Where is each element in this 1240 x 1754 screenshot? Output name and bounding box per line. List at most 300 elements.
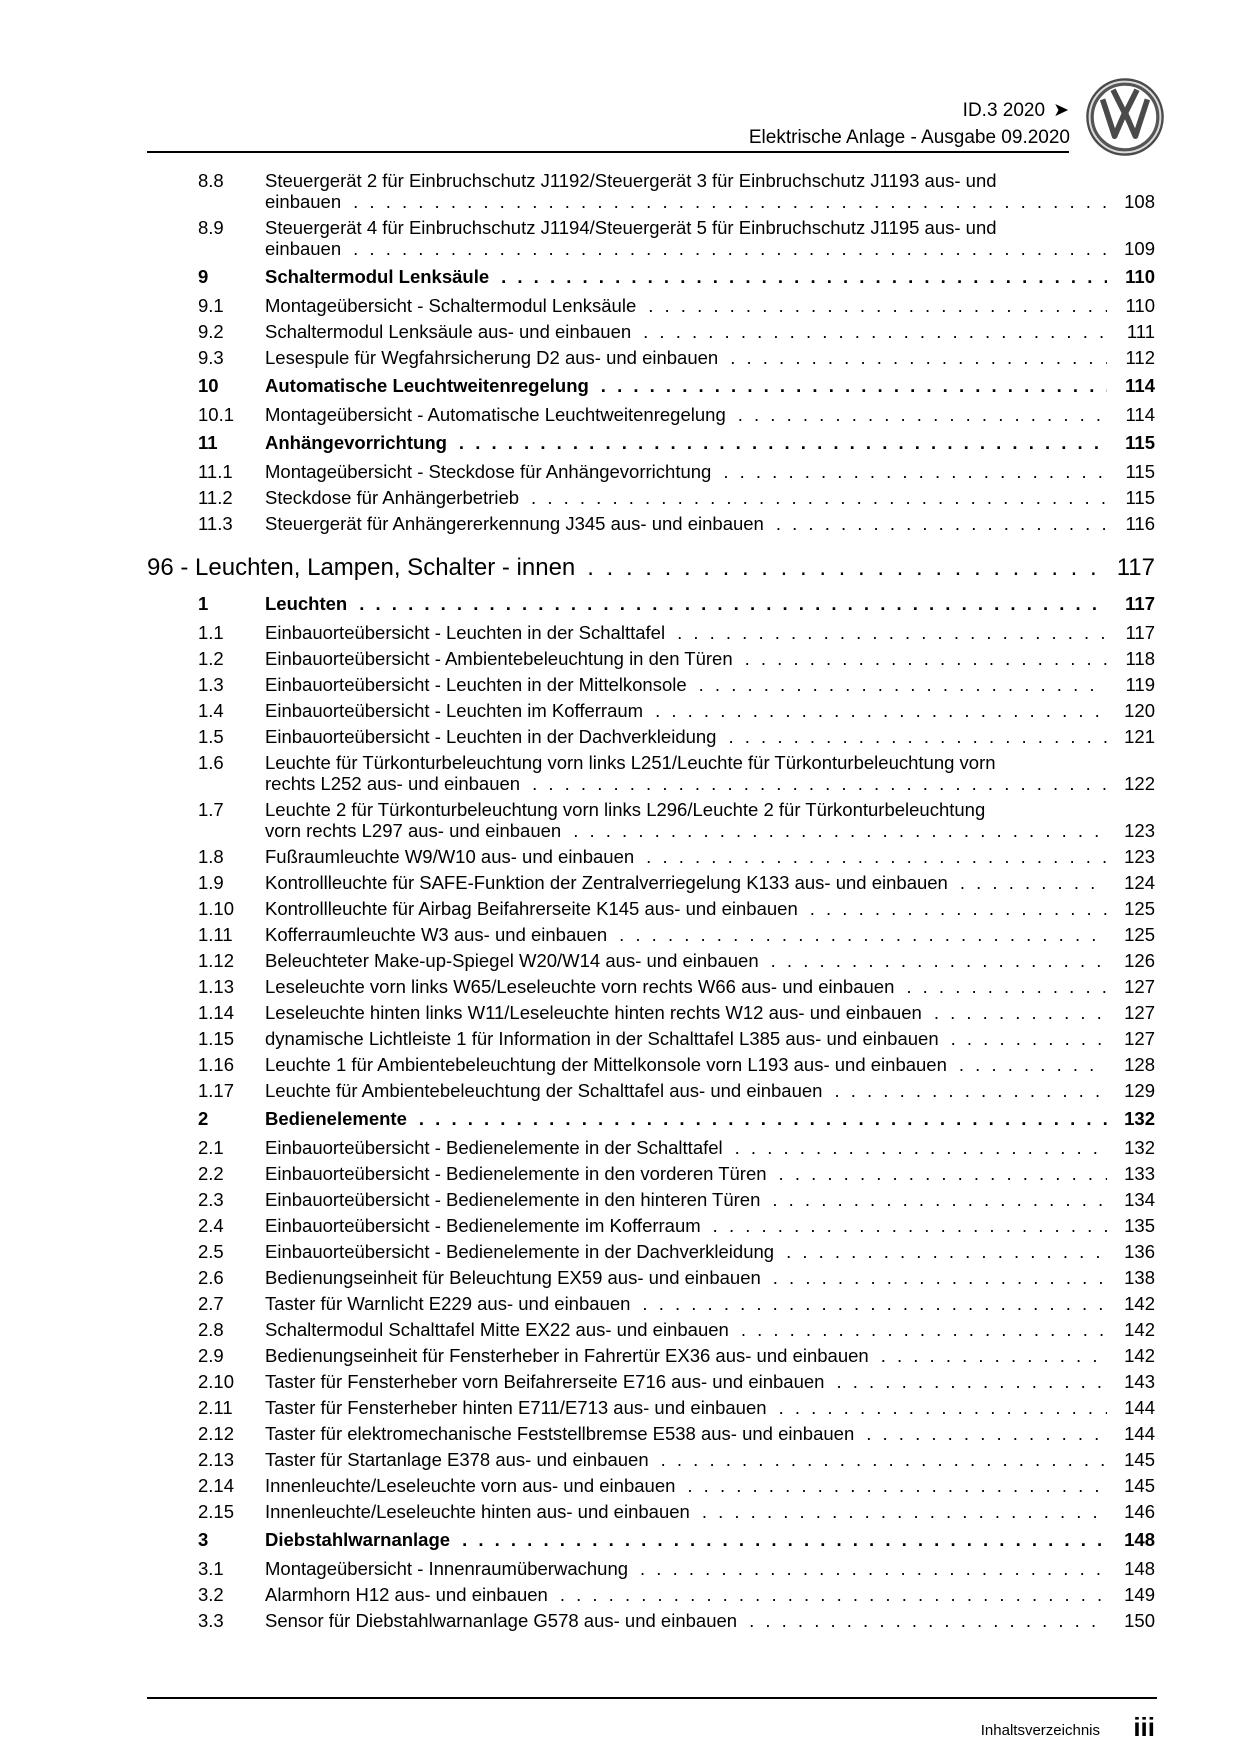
toc-entry-line <box>265 1610 1155 1631</box>
dot-leader <box>773 1267 1107 1288</box>
toc-entry-title-line1: Steuergerät 2 für Einbruchschutz J1192/Steuergerät 3 für Einbruchschutz J1193 aus- und <box>265 170 997 191</box>
toc-entry[interactable] <box>147 1475 1157 1501</box>
dot-leader <box>741 1319 1107 1340</box>
toc-entry-number: 11.2 <box>198 487 233 508</box>
toc-entry-line <box>265 1319 1155 1340</box>
dot-leader <box>713 1215 1107 1236</box>
toc-entry-line <box>265 1054 1155 1075</box>
toc-page-number: 127 <box>1124 1002 1155 1023</box>
toc-page-number: 148 <box>1124 1529 1155 1550</box>
toc-entry-text <box>265 375 1155 396</box>
toc-entry-line <box>265 404 1155 425</box>
toc-entry-text <box>265 1449 1155 1470</box>
toc-page-number: 117 <box>1125 622 1155 643</box>
dot-leader <box>532 773 1107 794</box>
toc-page-number: 110 <box>1125 295 1155 316</box>
toc-entry-title: Einbauorteübersicht - Bedienelemente in den hinteren Türen <box>265 1189 761 1210</box>
toc-entry-number: 2.11 <box>198 1397 233 1418</box>
toc-entry-line <box>265 1002 1155 1023</box>
toc-entry-text <box>265 1319 1155 1340</box>
toc-entry-line <box>265 593 1155 614</box>
dot-leader <box>771 950 1107 971</box>
toc-page-number: 114 <box>1125 375 1155 396</box>
toc-entry-number: 1.5 <box>198 726 224 747</box>
toc-entry-title: Sensor für Diebstahlwarnanlage G578 aus- und einbauen <box>265 1610 738 1631</box>
toc-entry[interactable] <box>147 1241 1157 1267</box>
toc-entry[interactable] <box>147 1002 1157 1028</box>
toc-part[interactable] <box>147 553 1157 591</box>
dot-leader <box>353 191 1107 212</box>
page-header <box>0 0 1240 160</box>
toc-entry-title: Taster für Warnlicht E229 aus- und einbauen <box>265 1293 631 1314</box>
toc-entry[interactable] <box>147 1293 1157 1319</box>
toc-chapter[interactable] <box>147 375 1157 404</box>
toc-page-number: 122 <box>1124 773 1155 794</box>
toc-entry-title: Kofferraumleuchte W3 aus- und einbauen <box>265 924 608 945</box>
toc-entry[interactable] <box>147 295 1157 321</box>
toc-entry-title: Bedienungseinheit für Beleuchtung EX59 aus- und einbauen <box>265 1267 761 1288</box>
toc-entry-text <box>265 752 1155 794</box>
toc-entry-title: vorn rechts L297 aus- und einbauen <box>265 820 562 841</box>
toc-entry-title: dynamische Lichtleiste 1 für Information in der Schalttafel L385 aus- und einbauen <box>265 1028 939 1049</box>
toc-entry-text <box>265 950 1155 971</box>
toc-entry-number: 2.15 <box>198 1501 235 1522</box>
toc-entry-number: 2.5 <box>198 1241 224 1262</box>
toc-entry-title: Schaltermodul Lenksäule <box>265 266 490 287</box>
toc-entry-line <box>265 846 1155 867</box>
toc-entry-text <box>265 898 1155 919</box>
toc-entry-title: Einbauorteübersicht - Bedienelemente im Kofferraum <box>265 1215 701 1236</box>
footer-label: Inhaltsverzeichnis <box>980 1722 1100 1739</box>
toc-entry-text <box>265 487 1155 508</box>
toc-entry-number: 9 <box>198 266 209 287</box>
toc-entry[interactable] <box>147 487 1157 513</box>
toc-entry[interactable] <box>147 674 1157 700</box>
toc-page-number: 145 <box>1124 1475 1155 1496</box>
toc-page-number: 125 <box>1124 924 1155 945</box>
dot-leader <box>459 432 1107 453</box>
toc-entry-text <box>265 404 1155 425</box>
toc-entry[interactable] <box>147 1215 1157 1241</box>
toc-entry-number: 10.1 <box>198 404 235 425</box>
toc-entry-text <box>265 1371 1155 1392</box>
toc-entry-text <box>265 1501 1155 1522</box>
toc-entry-number: 1.8 <box>198 846 224 867</box>
toc-entry-number: 3.3 <box>198 1610 224 1631</box>
toc-entry-text <box>265 321 1155 342</box>
toc-entry-line <box>265 1475 1155 1496</box>
toc-entry[interactable] <box>147 1054 1157 1080</box>
toc-entry-line <box>265 295 1155 316</box>
toc-entry[interactable] <box>147 799 1157 846</box>
toc-entry-text <box>265 432 1155 453</box>
toc-entry-title: Einbauorteübersicht - Bedienelemente in der Schalttafel <box>265 1137 723 1158</box>
dot-leader <box>730 347 1107 368</box>
toc-page-number: 132 <box>1124 1108 1155 1129</box>
dot-leader <box>776 513 1107 534</box>
toc-page-number: 123 <box>1124 820 1155 841</box>
toc-page-number: 125 <box>1124 898 1155 919</box>
toc-entry-number: 11 <box>198 432 218 453</box>
toc-entry[interactable] <box>147 752 1157 799</box>
toc-entry-title: einbauen <box>265 191 342 212</box>
toc-page-number: 145 <box>1124 1449 1155 1470</box>
toc-entry-title: Kontrollleuchte für Airbag Beifahrerseite K145 aus- und einbauen <box>265 898 798 919</box>
toc-entry-title: Einbauorteübersicht - Leuchten in der Mittelkonsole <box>265 674 687 695</box>
toc-entry[interactable] <box>147 1371 1157 1397</box>
toc-entry[interactable] <box>147 513 1157 539</box>
toc-entry-text <box>265 347 1155 368</box>
dot-leader <box>951 1028 1107 1049</box>
toc-entry[interactable] <box>147 1189 1157 1215</box>
toc-entry-text <box>265 1189 1155 1210</box>
toc-page-number: 114 <box>1125 404 1155 425</box>
toc-entry-text <box>265 1241 1155 1262</box>
toc-entry-line <box>265 266 1155 287</box>
toc-entry[interactable] <box>147 1610 1157 1636</box>
toc-entry-line <box>265 1584 1155 1605</box>
dot-leader <box>749 1610 1107 1631</box>
toc-entry-text <box>265 1475 1155 1496</box>
toc-entry-text <box>265 1137 1155 1158</box>
toc-page-number: 138 <box>1124 1267 1155 1288</box>
dot-leader <box>960 872 1107 893</box>
toc-entry-title: Einbauorteübersicht - Bedienelemente in den vorderen Türen <box>265 1163 767 1184</box>
toc-entry-line <box>265 700 1155 721</box>
dot-leader <box>655 700 1107 721</box>
dot-leader <box>836 1371 1107 1392</box>
toc-page-number: 108 <box>1124 191 1155 212</box>
toc-entry[interactable] <box>147 321 1157 347</box>
toc-entry-number: 1.13 <box>198 976 235 997</box>
toc-entry[interactable] <box>147 1449 1157 1475</box>
toc-entry-title: Innenleuchte/Leseleuchte hinten aus- und einbauen <box>265 1501 690 1522</box>
dot-leader <box>353 238 1107 259</box>
toc-entry-line <box>265 1215 1155 1236</box>
toc-entry-text <box>265 1558 1155 1579</box>
toc-entry[interactable] <box>147 1501 1157 1527</box>
toc-entry-line <box>265 1028 1155 1049</box>
toc-entry-title: Taster für elektromechanische Feststellbremse E538 aus- und einbauen <box>265 1423 855 1444</box>
toc-entry-title: Einbauorteübersicht - Bedienelemente in der Dachverkleidung <box>265 1241 775 1262</box>
toc-page-number: 110 <box>1125 266 1155 287</box>
toc-entry-title: Steckdose für Anhängerbetrieb <box>265 487 520 508</box>
toc-page-number: 134 <box>1124 1189 1155 1210</box>
toc-entry-title: Taster für Startanlage E378 aus- und einbauen <box>265 1449 649 1470</box>
toc-page-number: 143 <box>1124 1371 1155 1392</box>
toc-entry-title-line1: Leuchte für Türkonturbeleuchtung vorn links L251/Leuchte für Türkonturbeleuchtung vorn <box>265 752 996 773</box>
toc-entry-title: Montageübersicht - Schaltermodul Lenksäule <box>265 295 637 316</box>
footer-divider <box>147 1697 1157 1699</box>
toc-entry-line <box>265 898 1155 919</box>
toc-entry-number: 2.8 <box>198 1319 224 1340</box>
toc-entry-number: 1.3 <box>198 674 224 695</box>
toc-entry-line <box>265 1397 1155 1418</box>
toc-page-number: 112 <box>1125 347 1155 368</box>
toc-chapter[interactable] <box>147 1529 1157 1558</box>
toc-entry-title: Taster für Fensterheber hinten E711/E713 aus- und einbauen <box>265 1397 767 1418</box>
toc-page-number: 136 <box>1124 1241 1155 1262</box>
dot-leader <box>866 1423 1107 1444</box>
toc-entry-line <box>265 1345 1155 1366</box>
toc-entry[interactable] <box>147 1137 1157 1163</box>
toc-entry-text <box>265 1002 1155 1023</box>
toc-entry-line <box>265 1267 1155 1288</box>
toc-entry-number: 3.1 <box>198 1558 224 1579</box>
toc-entry-number: 1.2 <box>198 648 224 669</box>
dot-leader <box>728 726 1107 747</box>
toc-entry[interactable] <box>147 622 1157 648</box>
toc-entry-line <box>265 726 1155 747</box>
toc-entry-line <box>265 1137 1155 1158</box>
dot-leader <box>359 593 1107 614</box>
toc-entry-line <box>265 191 1155 212</box>
dot-leader <box>619 924 1107 945</box>
toc-entry[interactable] <box>147 1423 1157 1449</box>
toc-page-number: 124 <box>1124 872 1155 893</box>
toc-entry-text <box>265 1108 1155 1129</box>
toc-entry-line <box>265 347 1155 368</box>
toc-entry[interactable] <box>147 898 1157 924</box>
toc-entry-title: Einbauorteübersicht - Ambientebeleuchtung in den Türen <box>265 648 733 669</box>
toc-entry[interactable] <box>147 1028 1157 1054</box>
toc-entry-line <box>265 872 1155 893</box>
dot-leader <box>560 1584 1107 1605</box>
toc-entry[interactable] <box>147 1080 1157 1106</box>
toc-page-number: 119 <box>1125 674 1155 695</box>
dot-leader <box>934 1002 1107 1023</box>
toc-chapter[interactable] <box>147 266 1157 295</box>
toc-entry-line <box>265 773 1155 794</box>
toc-page-number: 142 <box>1124 1345 1155 1366</box>
toc-entry[interactable] <box>147 872 1157 898</box>
toc-entry-title: Anhängevorrichtung <box>265 432 447 453</box>
toc-page-number: 150 <box>1124 1610 1155 1631</box>
toc-page-number: 111 <box>1126 321 1155 342</box>
toc-page-number: 135 <box>1124 1215 1155 1236</box>
toc-page-number: 142 <box>1124 1319 1155 1340</box>
toc-entry-text <box>265 1028 1155 1049</box>
toc-entry-line <box>265 950 1155 971</box>
toc-entry-line <box>265 1449 1155 1470</box>
toc-entry-title: Einbauorteübersicht - Leuchten in der Schalttafel <box>265 622 666 643</box>
toc-entry[interactable] <box>147 1267 1157 1293</box>
toc-entry-title: Diebstahlwarnanlage <box>265 1529 451 1550</box>
toc-page-number: 117 <box>1116 554 1155 581</box>
model-line <box>963 100 1069 122</box>
toc-entry-text <box>265 1215 1155 1236</box>
dot-leader <box>881 1345 1107 1366</box>
toc-entry-number: 2.13 <box>198 1449 235 1470</box>
toc-entry-number: 8.9 <box>198 217 224 238</box>
toc-entry-number: 9.1 <box>198 295 224 316</box>
toc-entry-line <box>265 321 1155 342</box>
toc-page-number: 149 <box>1124 1584 1155 1605</box>
toc-entry-text <box>265 976 1155 997</box>
toc-entry[interactable] <box>147 924 1157 950</box>
toc-entry-text <box>265 217 1155 259</box>
dot-leader <box>501 266 1107 287</box>
dot-leader <box>601 375 1107 396</box>
toc-entry[interactable] <box>147 1584 1157 1610</box>
toc-entry-number: 1.6 <box>198 752 224 773</box>
dot-leader <box>834 1080 1107 1101</box>
toc-entry-text <box>265 872 1155 893</box>
toc-entry-title: einbauen <box>265 238 342 259</box>
document-title: Elektrische Anlage - Ausgabe 09.2020 <box>748 127 1070 148</box>
toc-entry-line <box>265 1558 1155 1579</box>
toc-entry-text <box>265 593 1155 614</box>
toc-page-number: 115 <box>1125 461 1155 482</box>
toc-entry-number: 8.8 <box>198 170 224 191</box>
toc-entry-number: 2.7 <box>198 1293 224 1314</box>
toc-entry-number: 9.2 <box>198 321 224 342</box>
dot-leader <box>959 1054 1107 1075</box>
toc-page-number: 127 <box>1124 976 1155 997</box>
toc-entry-title: Einbauorteübersicht - Leuchten im Kofferraum <box>265 700 644 721</box>
toc-entry-line <box>265 674 1155 695</box>
toc-entry[interactable] <box>147 170 1157 217</box>
toc-entry[interactable] <box>147 461 1157 487</box>
toc-page-number: 127 <box>1124 1028 1155 1049</box>
dot-leader <box>642 1293 1107 1314</box>
dot-leader <box>646 846 1107 867</box>
dot-leader <box>745 648 1107 669</box>
toc-entry-text <box>265 648 1155 669</box>
toc-entry-number: 1.9 <box>198 872 224 893</box>
toc-entry-text <box>265 461 1155 482</box>
toc-entry-title: Montageübersicht - Innenraumüberwachung <box>265 1558 629 1579</box>
dot-leader <box>779 1163 1107 1184</box>
toc-entry[interactable] <box>147 846 1157 872</box>
dot-leader <box>687 1475 1107 1496</box>
toc-entry[interactable] <box>147 404 1157 430</box>
toc-entry-title: Leseleuchte hinten links W11/Leseleuchte hinten rechts W12 aus- und einbauen <box>265 1002 922 1023</box>
toc-entry-text <box>265 924 1155 945</box>
toc-chapter[interactable] <box>147 1108 1157 1137</box>
toc-entry[interactable] <box>147 217 1157 264</box>
toc-page-number: 118 <box>1125 648 1155 669</box>
toc-entry[interactable] <box>147 1345 1157 1371</box>
toc-entry-line <box>265 1241 1155 1262</box>
toc-entry-line <box>265 1501 1155 1522</box>
toc-page-number: 123 <box>1124 846 1155 867</box>
toc-entry[interactable] <box>147 347 1157 373</box>
toc-entry-text <box>265 622 1155 643</box>
toc-entry-number: 1.11 <box>198 924 233 945</box>
toc-entry-number: 2.6 <box>198 1267 224 1288</box>
toc-page-number: 128 <box>1124 1054 1155 1075</box>
dot-leader <box>738 404 1107 425</box>
toc-page-number: 109 <box>1124 238 1155 259</box>
arrow-right-icon: ➤ <box>1053 100 1069 121</box>
toc-entry-text <box>265 1267 1155 1288</box>
toc-entry-text <box>265 726 1155 747</box>
toc-entry-title: Alarmhorn H12 aus- und einbauen <box>265 1584 548 1605</box>
toc-entry-text <box>265 674 1155 695</box>
toc-entry-line <box>265 1163 1155 1184</box>
dot-leader <box>462 1529 1107 1550</box>
toc-entry-number: 1.7 <box>198 799 224 820</box>
toc-entry-line <box>265 238 1155 259</box>
toc-entry-text <box>265 1163 1155 1184</box>
toc-entry-text <box>265 1423 1155 1444</box>
toc-entry[interactable] <box>147 700 1157 726</box>
toc-entry-title: Automatische Leuchtweitenregelung <box>265 375 589 396</box>
toc-entry-number: 10 <box>198 375 219 396</box>
toc-entry[interactable] <box>147 950 1157 976</box>
toc-entry[interactable] <box>147 1397 1157 1423</box>
dot-leader <box>661 1449 1107 1470</box>
toc-entry-number: 11.3 <box>198 513 233 534</box>
toc-page-number: 133 <box>1124 1163 1155 1184</box>
toc-entry-title: Taster für Fensterheber vorn Beifahrerseite E716 aus- und einbauen <box>265 1371 825 1392</box>
toc-entry-number: 2.2 <box>198 1163 224 1184</box>
toc-entry-line <box>265 1108 1155 1129</box>
dot-leader <box>677 622 1107 643</box>
toc-entry-line <box>265 1423 1155 1444</box>
toc-page-number: 142 <box>1124 1293 1155 1314</box>
toc-entry-line <box>265 820 1155 841</box>
toc-entry[interactable] <box>147 648 1157 674</box>
toc-page-number: 115 <box>1125 432 1155 453</box>
volkswagen-logo <box>1085 77 1165 157</box>
toc-entry-number: 2.12 <box>198 1423 235 1444</box>
dot-leader <box>419 1108 1107 1129</box>
toc-entry[interactable] <box>147 1319 1157 1345</box>
toc-entry-number: 1.15 <box>198 1028 235 1049</box>
toc-entry[interactable] <box>147 1558 1157 1584</box>
toc-entry-line <box>265 375 1155 396</box>
toc-entry-number: 2.14 <box>198 1475 235 1496</box>
toc-entry[interactable] <box>147 976 1157 1002</box>
table-of-contents <box>147 170 1157 1636</box>
toc-entry-line <box>265 487 1155 508</box>
dot-leader <box>699 674 1107 695</box>
dot-leader <box>772 1189 1107 1210</box>
toc-entry-number: 9.3 <box>198 347 224 368</box>
toc-page-number: 126 <box>1124 950 1155 971</box>
toc-entry-title: Einbauorteübersicht - Leuchten in der Dachverkleidung <box>265 726 717 747</box>
toc-entry-title: Leuchte 1 für Ambientebeleuchtung der Mittelkonsole vorn L193 aus- und einbauen <box>265 1054 947 1075</box>
toc-entry-number: 11.1 <box>198 461 233 482</box>
dot-leader <box>906 976 1107 997</box>
dot-leader <box>587 553 1099 583</box>
toc-page-number: 121 <box>1124 726 1155 747</box>
toc-entry-number: 2.9 <box>198 1345 224 1366</box>
toc-entry[interactable] <box>147 1163 1157 1189</box>
toc-entry-line <box>265 976 1155 997</box>
toc-chapter[interactable] <box>147 593 1157 622</box>
toc-entry-line <box>265 1293 1155 1314</box>
dot-leader <box>573 820 1107 841</box>
toc-entry-line <box>265 1189 1155 1210</box>
toc-entry-line <box>265 648 1155 669</box>
toc-entry-number: 1.14 <box>198 1002 235 1023</box>
toc-page-number: 115 <box>1125 487 1155 508</box>
toc-chapter[interactable] <box>147 432 1157 461</box>
dot-leader <box>640 1558 1107 1579</box>
toc-entry-number: 1.1 <box>198 622 224 643</box>
model-name: ID.3 2020 <box>962 100 1046 121</box>
toc-entry[interactable] <box>147 726 1157 752</box>
toc-entry-title: Leuchten <box>265 593 348 614</box>
toc-entry-title-line1: Steuergerät 4 für Einbruchschutz J1194/Steuergerät 5 für Einbruchschutz J1195 aus- und <box>265 217 997 238</box>
toc-entry-number: 1.17 <box>198 1080 235 1101</box>
toc-page-number: 146 <box>1124 1501 1155 1522</box>
toc-entry-line <box>265 461 1155 482</box>
dot-leader <box>810 898 1107 919</box>
